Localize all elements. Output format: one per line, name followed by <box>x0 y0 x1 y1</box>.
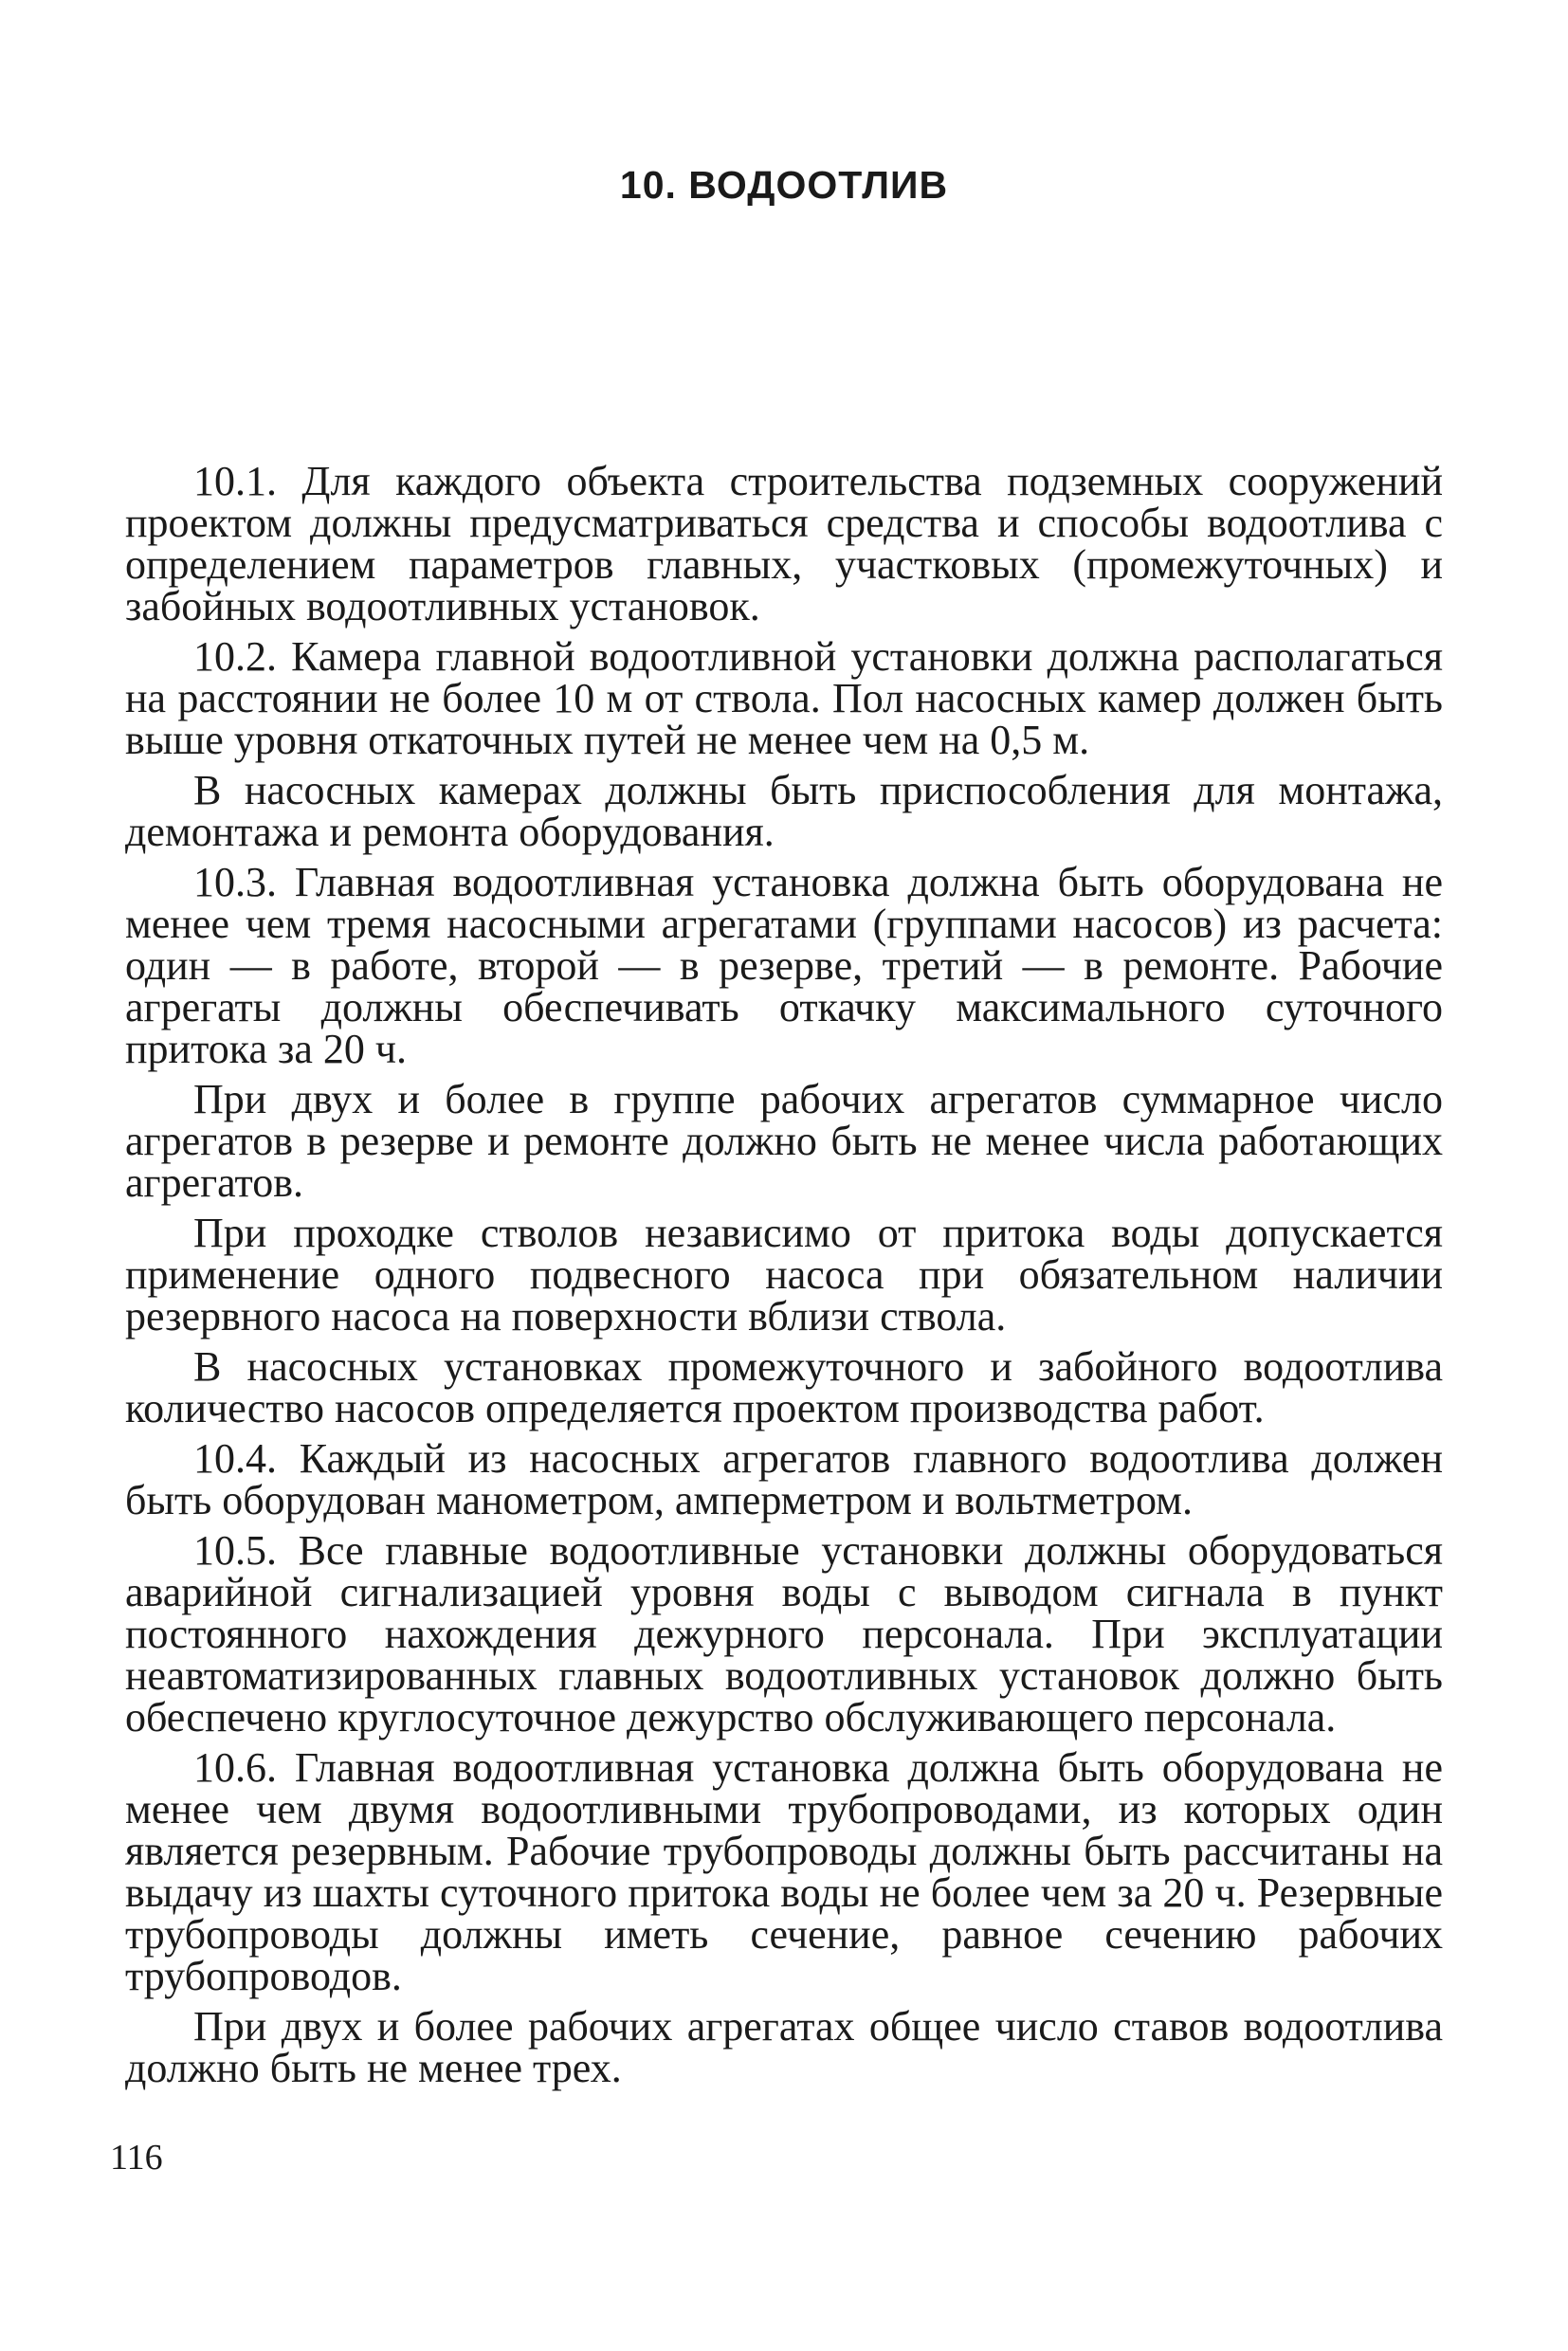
paragraph-10-2: 10.2. Камера главной водоотливной установки должна располагаться на расстоянии не более 10 м от ствола. Пол насосных камер должен быть выше уровня откаточных путей не менее чем на 0,5 м. <box>125 633 1443 763</box>
paragraph-10-4: 10.4. Каждый из насосных агрегатов главного водоотлива должен быть оборудован манометром, амперметром и вольтметром. <box>125 1435 1443 1523</box>
paragraph-pump-chambers: В насосных камерах должны быть приспособления для монтажа, демонтажа и ремонта оборудования. <box>125 767 1443 855</box>
page-number: 116 <box>110 2138 163 2178</box>
paragraph-10-5: 10.5. Все главные водоотливные установки должны оборудоваться аварийной сигнализацией уровня воды с выводом сигнала в пункт постоянного нахождения дежурного персонала. При эксплуатации неавтоматизированных главных водоотливных установок должно быть обеспечено круглосуточное дежурство обслуживающего персонала. <box>125 1527 1443 1740</box>
paragraph-pipe-columns: При двух и более рабочих агрегатах общее число ставов водоотлива должно быть не менее трех. <box>125 2003 1443 2091</box>
paragraph-intermediate-pumping: В насосных установках промежуточного и забойного водоотлива количество насосов определяется проектом производства работ. <box>125 1343 1443 1431</box>
paragraph-10-3: 10.3. Главная водоотливная установка должна быть оборудована не менее чем тремя насосными агрегатами (группами насосов) из расчета: один — в работе, второй — в резерве, третий — в ремонте. Рабочие агрегаты должны обеспечивать откачку максимального суточного притока за 20 ч. <box>125 859 1443 1072</box>
paragraph-shaft-sinking: При проходке стволов независимо от притока воды допускается применение одного подвесного насоса при обязательном наличии резервного насоса на поверхности вблизи ствола. <box>125 1210 1443 1340</box>
paragraph-reserve-units: При двух и более в группе рабочих агрегатов суммарное число агрегатов в резерве и ремонте должно быть не менее числа работающих агрегатов. <box>125 1076 1443 1206</box>
paragraph-10-6: 10.6. Главная водоотливная установка должна быть оборудована не менее чем двумя водоотливными трубопроводами, из которых один является резервным. Рабочие трубопроводы должны быть рассчитаны на выдачу из шахты суточного притока воды не более чем за 20 ч. Резервные трубопроводы должны иметь сечение, равное сечению рабочих трубопроводов. <box>125 1744 1443 1999</box>
paragraph-10-1: 10.1. Для каждого объекта строительства подземных сооружений проектом должны предусматриваться средства и способы водоотлива с определением параметров главных, участковых (промежуточных) и забойных водоотливных установок. <box>125 458 1443 629</box>
body-text <box>125 458 1443 2098</box>
section-heading: 10. ВОДООТЛИВ <box>619 163 949 207</box>
